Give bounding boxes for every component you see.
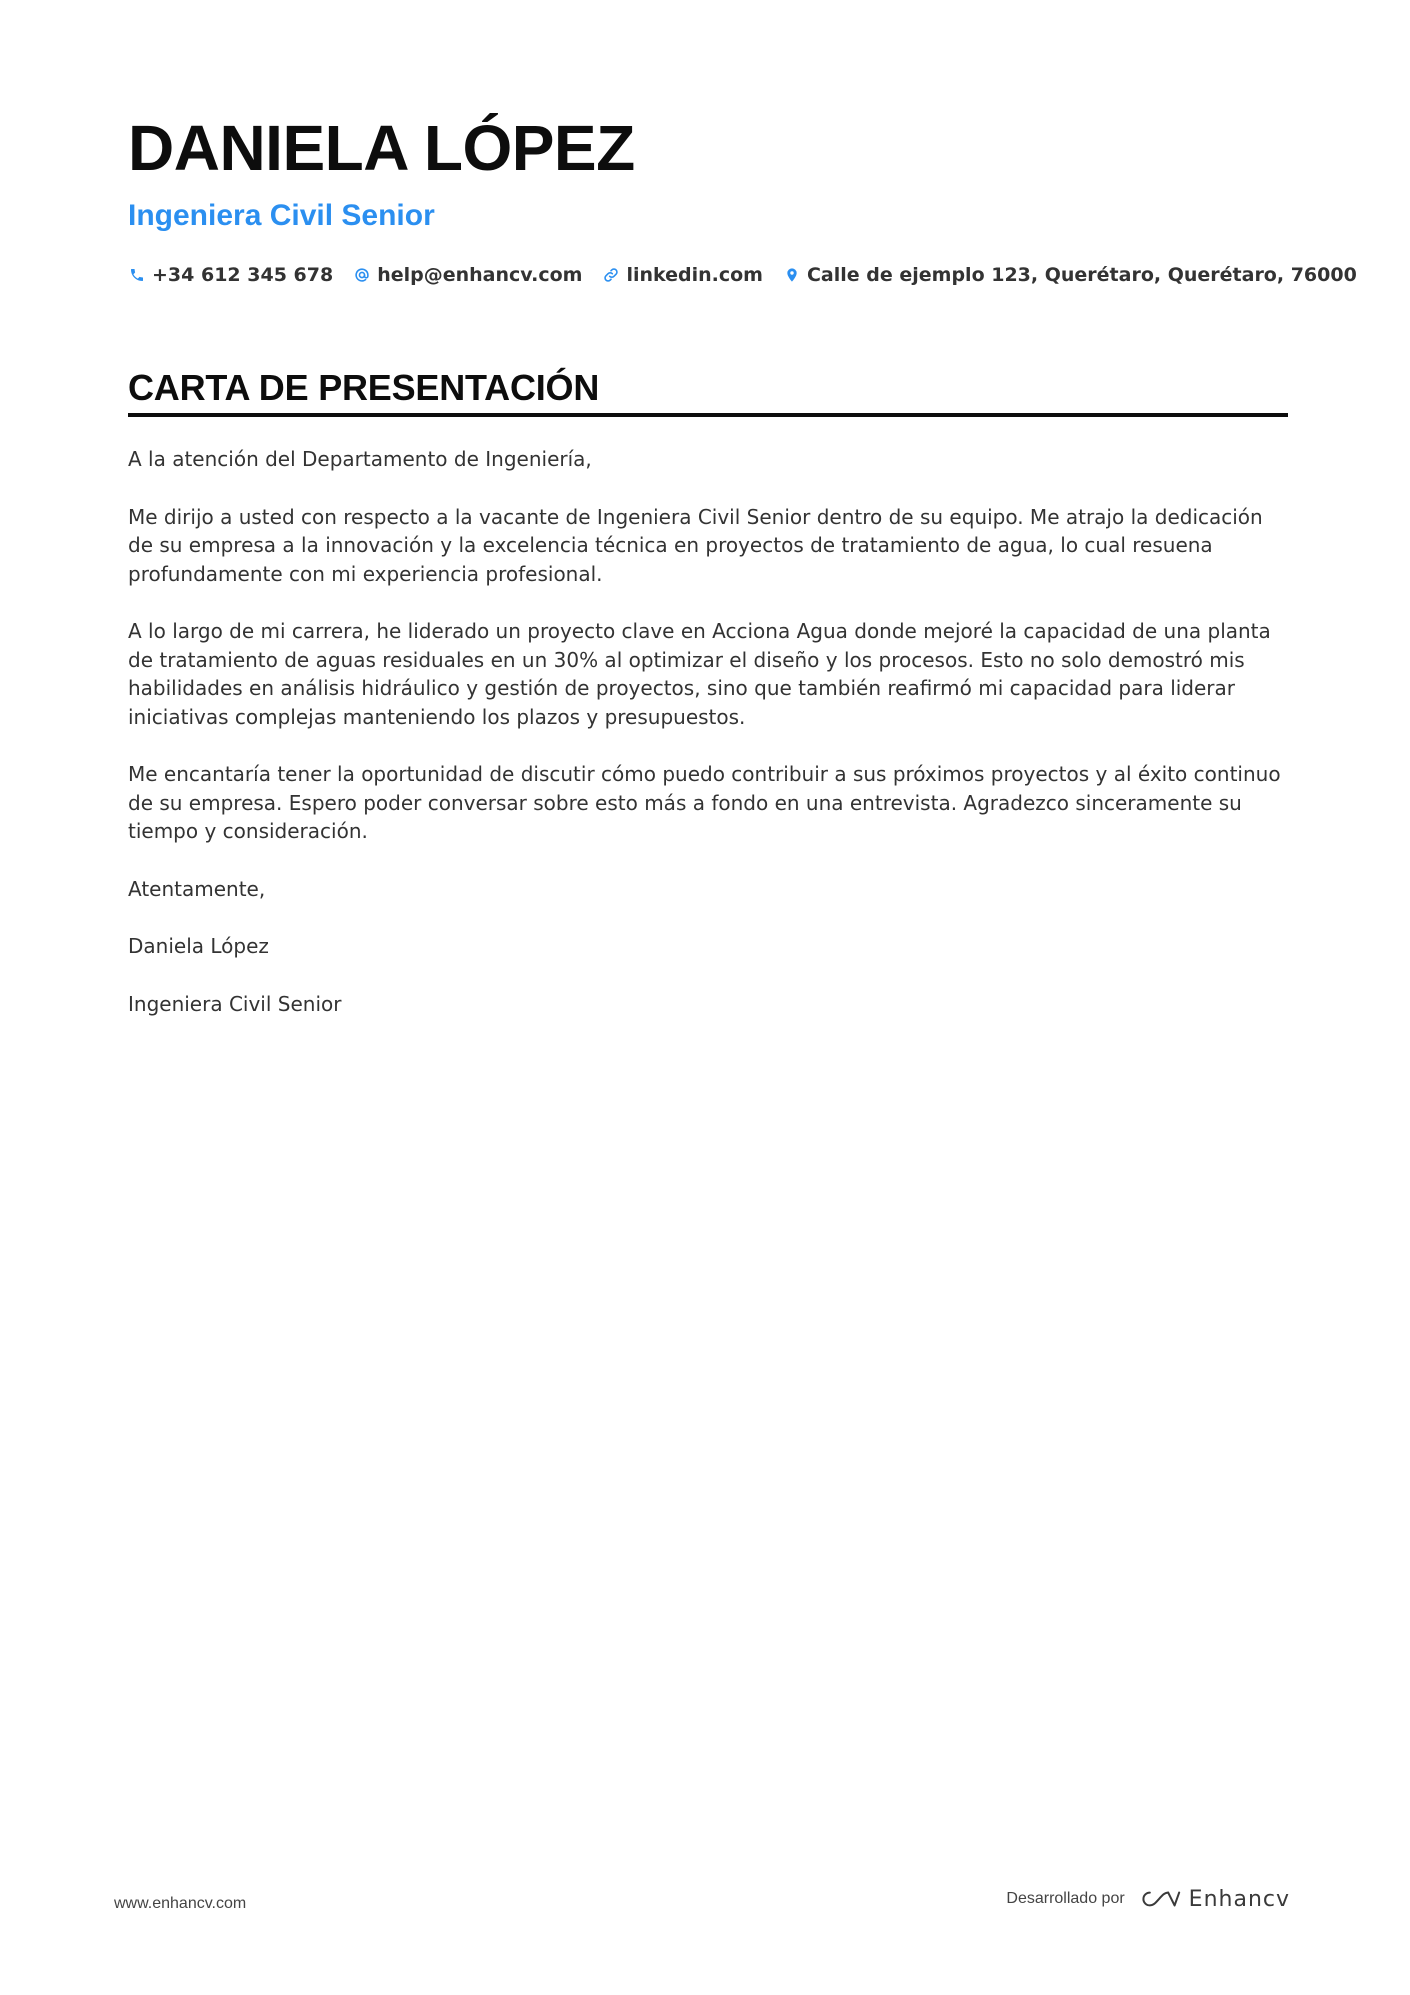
candidate-name: DANIELA LÓPEZ: [128, 112, 635, 184]
letter-signature-title: Ingeniera Civil Senior: [128, 991, 342, 1016]
section-title: CARTA DE PRESENTACIÓN: [128, 367, 600, 408]
at-icon: [353, 265, 371, 285]
section-divider: [128, 413, 1288, 417]
contact-address-text: Calle de ejemplo 123, Querétaro, Querétaro, 76000: [806, 264, 1357, 286]
contact-email-text: help@enhancv.com: [377, 264, 583, 286]
footer-branding: [1006, 1884, 1290, 1914]
letter-signature-name: Daniela López: [128, 934, 269, 958]
cover-letter-section: [128, 366, 1288, 1047]
contact-linkedin[interactable]: [602, 263, 763, 287]
phone-icon: [128, 265, 146, 285]
letter-body: [128, 445, 1288, 1018]
contact-email[interactable]: [353, 263, 582, 287]
resume-header: [128, 112, 1357, 287]
contact-address: [783, 263, 1357, 287]
enhancv-wordmark: Enhancv: [1188, 1886, 1290, 1912]
letter-paragraph: A lo largo de mi carrera, he liderado un proyecto clave en Acciona Agua donde mejoré la capacidad de una planta de tratamiento de aguas residuales en un 30% al optimizar el diseño y los procesos. Esto no solo demostró mis habilidades en análisis hidráulico y gestión de proyectos, sino que también reafirmó mi capacidad para liderar iniciativas complejas manteniendo los plazos y presupuestos.: [128, 619, 1271, 729]
enhancv-infinity-icon: [1137, 1887, 1181, 1911]
contact-phone: [128, 263, 333, 287]
page-footer: [0, 1880, 1410, 1920]
letter-closing: Atentamente,: [128, 876, 266, 901]
contact-linkedin-text: linkedin.com: [626, 264, 763, 286]
candidate-title: Ingeniera Civil Senior: [128, 199, 435, 232]
contact-phone-text: +34 612 345 678: [152, 264, 334, 286]
letter-paragraph: Me encantaría tener la oportunidad de discutir cómo puedo contribuir a sus próximos proyectos y al éxito continuo de su empresa. Espero poder conversar sobre esto más a fondo en una entrevista. Agradezco sinceramente su tiempo y consideración.: [128, 762, 1281, 843]
letter-salutation: A la atención del Departamento de Ingeniería,: [128, 447, 592, 471]
location-pin-icon: [783, 265, 801, 285]
letter-paragraph: Me dirijo a usted con respecto a la vacante de Ingeniera Civil Senior dentro de su equipo. Me atrajo la dedicación de su empresa a la innovación y la excelencia técnica en proyectos de tratamiento de agua, lo cual resuena profundamente con mi experiencia profesional.: [128, 504, 1263, 586]
powered-by-label: Desarrollado por: [1006, 1890, 1125, 1907]
footer-url[interactable]: www.enhancv.com: [114, 1895, 247, 1912]
contact-bar: [128, 263, 1357, 287]
link-icon: [602, 265, 620, 285]
enhancv-logo[interactable]: [1137, 1887, 1290, 1912]
